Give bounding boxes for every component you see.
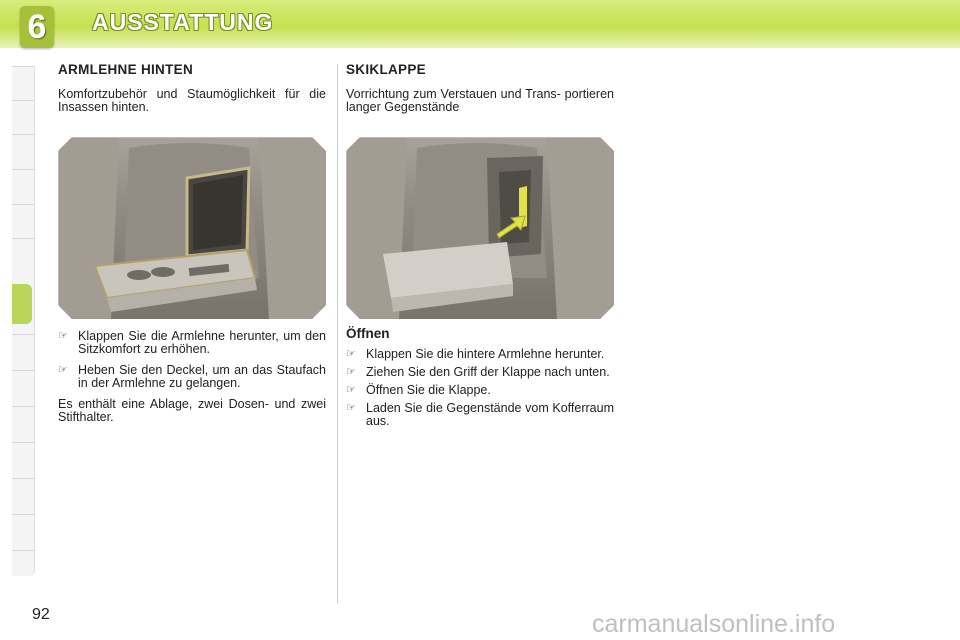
column-divider: [337, 64, 338, 604]
chapter-title: AUSSTATTUNG: [92, 9, 274, 35]
chapter-tab[interactable]: [12, 66, 34, 67]
ski-hatch-illustration: [347, 138, 615, 320]
instruction-text: Klappen Sie die hintere Armlehne herunter.: [366, 347, 605, 361]
chapter-tab[interactable]: [12, 204, 34, 205]
chapter-tab-active[interactable]: [12, 284, 32, 324]
armrest-section-heading: [58, 63, 326, 76]
armrest-illustration: [59, 138, 327, 320]
pointing-hand-icon: ☞: [346, 348, 356, 360]
armrest-note: Es enthält eine Ablage, zwei Dosen- und zwei Stifthalter.: [58, 397, 326, 424]
chapter-header: [0, 0, 960, 48]
ski-hatch-photo: [346, 137, 616, 321]
ski-hatch-intro: [346, 88, 614, 114]
chapter-tab[interactable]: [12, 238, 34, 239]
instruction-text: Heben Sie den Deckel, um an das Staufach in der Armlehne zu gelangen.: [78, 363, 326, 390]
open-subheading: Öffnen: [346, 326, 390, 341]
chapter-tab[interactable]: [12, 550, 34, 551]
chapter-tab[interactable]: [12, 134, 34, 135]
instruction-item: [346, 402, 614, 428]
instruction-item: [346, 348, 614, 361]
chapter-tab[interactable]: [12, 514, 34, 515]
pointing-hand-icon: ☞: [346, 366, 356, 378]
chapter-tab[interactable]: [12, 334, 34, 335]
watermark: carmanualsonline.info: [592, 610, 836, 638]
chapter-tab[interactable]: [12, 478, 34, 479]
instruction-item: [58, 364, 326, 390]
chapter-tab-index: [12, 66, 35, 576]
chapter-tab[interactable]: [12, 442, 34, 443]
instruction-item: [346, 384, 614, 397]
ski-hatch-intro-text: Vorrichtung zum Verstauen und Trans- portieren langer Gegenstände: [346, 87, 614, 114]
instruction-text: Ziehen Sie den Griff der Klappe nach unten.: [366, 365, 610, 379]
pointing-hand-icon: ☞: [346, 402, 356, 414]
pointing-hand-icon: ☞: [58, 364, 68, 376]
armrest-photo: [58, 137, 328, 321]
instruction-text: Laden Sie die Gegenstände vom Kofferraum aus.: [366, 401, 614, 428]
page-number: 92: [32, 606, 50, 623]
pointing-hand-icon: ☞: [58, 330, 68, 342]
chapter-number-badge: 6: [20, 6, 54, 48]
ski-hatch-section-heading: [346, 63, 614, 76]
chapter-tab[interactable]: [12, 406, 34, 407]
chapter-tab[interactable]: [12, 100, 34, 101]
instruction-text: Öffnen Sie die Klappe.: [366, 383, 491, 397]
section-title-skiklappe: SKIKLAPPE: [346, 62, 426, 77]
instruction-text: Klappen Sie die Armlehne herunter, um den Sitzkomfort zu erhöhen.: [78, 329, 326, 356]
instruction-item: [346, 366, 614, 379]
chapter-tab[interactable]: [12, 169, 34, 170]
armrest-intro-text: Komfortzubehör und Staumöglichkeit für die Insassen hinten.: [58, 87, 326, 114]
armrest-intro: [58, 88, 326, 114]
instruction-item: [58, 330, 326, 356]
chapter-tab[interactable]: [12, 370, 34, 371]
ski-hatch-instructions: [346, 327, 614, 428]
armrest-instructions: [58, 330, 326, 424]
pointing-hand-icon: ☞: [346, 384, 356, 396]
section-title-armlehne: ARMLEHNE HINTEN: [58, 62, 193, 77]
